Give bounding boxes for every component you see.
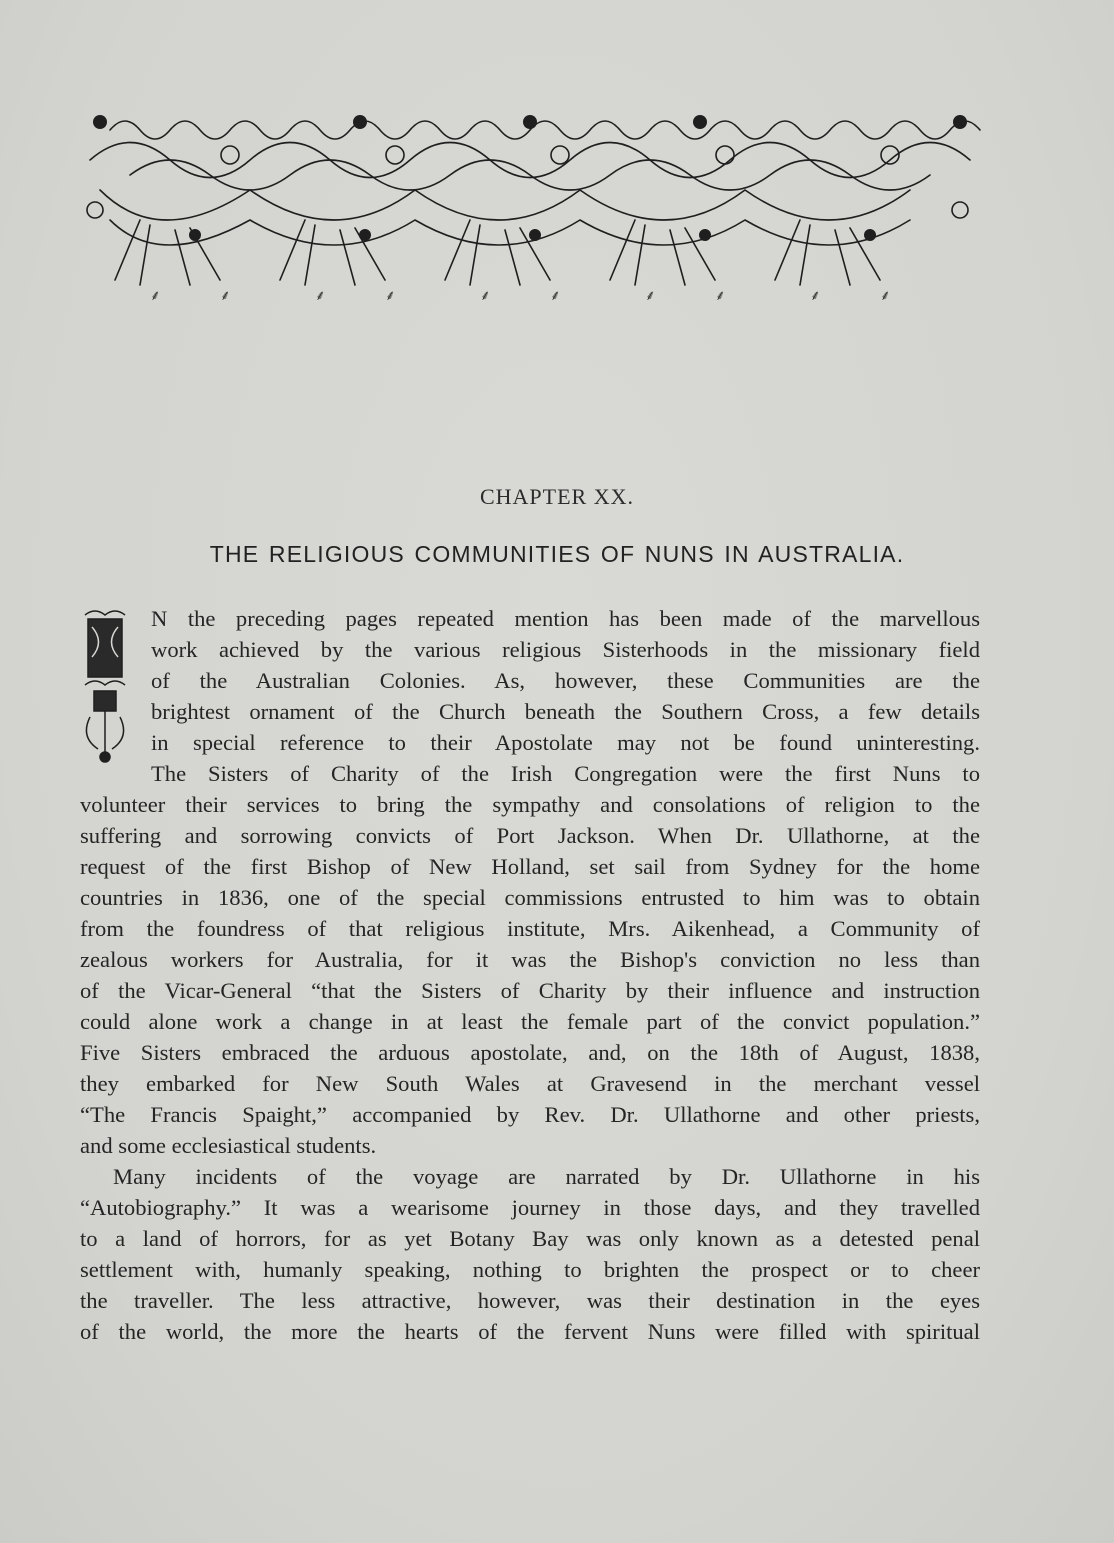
text-line: of the world, the more the hearts of the fervent Nuns were filled with spiritual [80, 1319, 980, 1344]
svg-text:⸙: ⸙ [550, 288, 561, 304]
text-line: the traveller. The less attractive, however, was their destination in the eyes [80, 1288, 980, 1313]
text-line: they embarked for New South Wales at Gravesend in the merchant vessel [80, 1071, 980, 1096]
chapter-title: THE RELIGIOUS COMMUNITIES OF NUNS IN AUSTRALIA. [209, 541, 905, 567]
body-text [80, 603, 980, 1347]
text-line: request of the first Bishop of New Holland, set sail from Sydney for the home [80, 854, 980, 879]
text-line: volunteer their services to bring the sympathy and consolations of religion to the [80, 792, 980, 817]
text-line: settlement with, humanly speaking, nothing to brighten the prospect or to cheer [80, 1257, 980, 1282]
text-line: work achieved by the various religious Sisterhoods in the missionary field [151, 637, 980, 662]
svg-text:⸙: ⸙ [480, 288, 491, 304]
text-line: suffering and sorrowing convicts of Port Jackson. When Dr. Ullathorne, at the [80, 823, 980, 848]
chapter-number: CHAPTER XX. [479, 484, 634, 509]
text-line: Five Sisters embraced the arduous apostolate, and, on the 18th of August, 1838, [80, 1040, 980, 1065]
text-line: The Sisters of Charity of the Irish Congregation were the first Nuns to [151, 761, 980, 786]
svg-text:⸙: ⸙ [880, 288, 891, 304]
text-line: zealous workers for Australia, for it was the Bishop's conviction no less than [80, 947, 980, 972]
text-line: “Autobiography.” It was a wearisome journey in those days, and they travelled [80, 1195, 980, 1220]
svg-text:⸙: ⸙ [150, 288, 161, 304]
svg-text:⸙: ⸙ [315, 288, 326, 304]
svg-text:⸙: ⸙ [715, 288, 726, 304]
text-line: of the Australian Colonies. As, however, these Communities are the [151, 668, 980, 693]
text-line: “The Francis Spaight,” accompanied by Rev. Dr. Ullathorne and other priests, [80, 1102, 980, 1127]
svg-text:⸙: ⸙ [645, 288, 656, 304]
text-line: brightest ornament of the Church beneath the Southern Cross, a few details [151, 699, 980, 724]
svg-text:⸙: ⸙ [385, 288, 396, 304]
text-line: N the preceding pages repeated mention has been made of the marvellous [151, 606, 980, 631]
text-line: to a land of horrors, for as yet Botany Bay was only known as a detested penal [80, 1226, 980, 1251]
text-line: of the Vicar-General “that the Sisters of Charity by their influence and instruction [80, 978, 980, 1003]
floral-garland-ornament-icon [80, 100, 985, 310]
text-line: countries in 1836, one of the special commissions entrusted to him was to obtain [80, 885, 980, 910]
text-line: in special reference to their Apostolate may not be found uninteresting. [151, 730, 980, 755]
text-line: Many incidents of the voyage are narrated by Dr. Ullathorne in his [113, 1164, 980, 1189]
text-line: could alone work a change in at least the female part of the convict population.” [80, 1009, 980, 1034]
text-line: from the foundress of that religious institute, Mrs. Aikenhead, a Community of [80, 916, 980, 941]
svg-text:⸙: ⸙ [810, 288, 821, 304]
svg-text:⸙: ⸙ [220, 288, 231, 304]
text-line: and some ecclesiastical students. [80, 1133, 377, 1158]
